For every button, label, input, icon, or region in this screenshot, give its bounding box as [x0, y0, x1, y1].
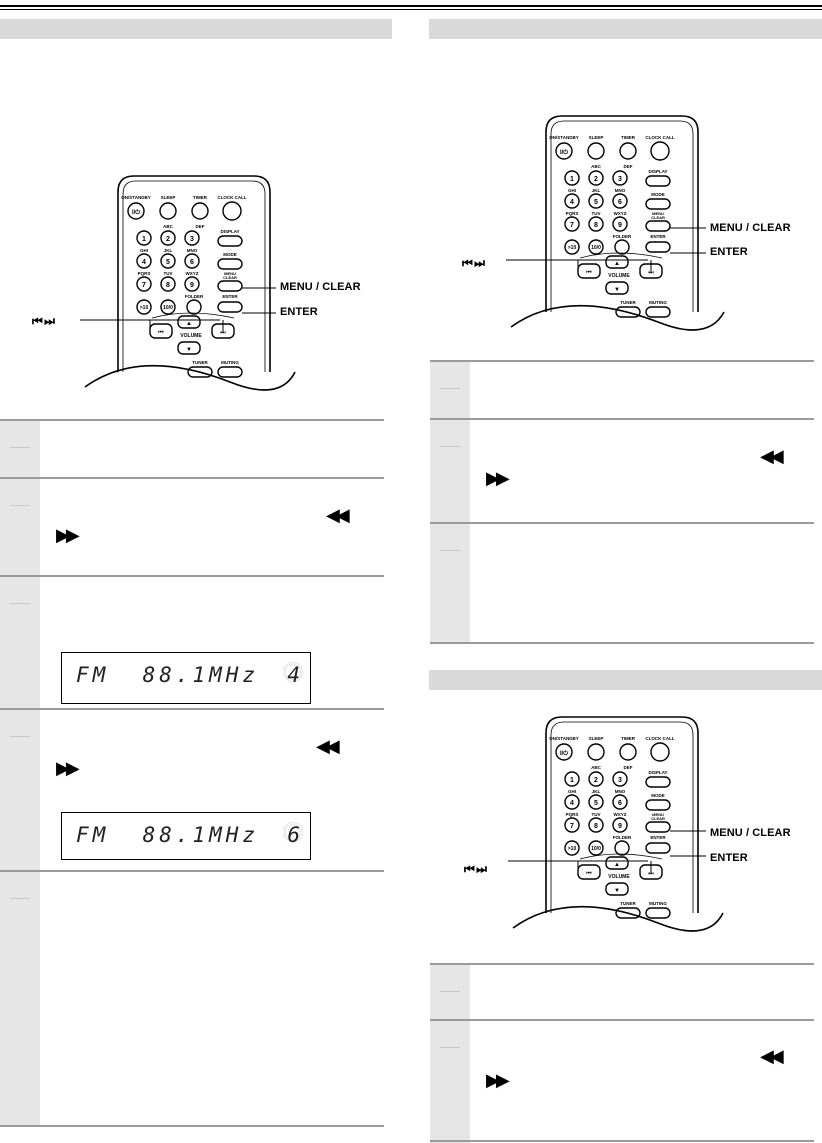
prev-track-icon: ◀◀ — [326, 505, 346, 526]
step-table-bottom-right-bottom — [430, 1140, 814, 1142]
callout-menu-clear-right-bottom: MENU / CLEAR — [710, 827, 791, 839]
step-row-right-3 — [430, 522, 814, 644]
callout-menu-clear-left: MENU / CLEAR — [280, 281, 361, 293]
header-rule — [0, 5, 822, 7]
step-table-bottom-left — [0, 1125, 384, 1127]
lcd-display-preset-6 — [61, 812, 311, 860]
callout-menu-clear-right-top: MENU / CLEAR — [710, 222, 791, 234]
next-track-icon: ▶▶ — [486, 1070, 506, 1091]
lcd-frequency-text: FM 88.1MHz — [76, 823, 260, 847]
prev-track-icon: ◀◀ — [316, 736, 336, 757]
header-rule-thin — [0, 9, 822, 10]
step-row-right-4 — [430, 963, 814, 1019]
next-track-icon: ▶▶ — [486, 468, 506, 489]
section-header-right-top — [429, 19, 822, 39]
step-table-bottom-right-top — [430, 642, 814, 644]
next-track-icon: ▶▶ — [56, 525, 76, 546]
lcd-frequency-text: FM 88.1MHz — [76, 663, 260, 687]
lcd-display-preset-4 — [61, 652, 311, 704]
step-row-left-5 — [0, 870, 384, 1126]
step-row-left-1 — [0, 419, 384, 477]
next-track-icon: ▶▶ — [56, 758, 76, 779]
callout-enter-left: ENTER — [280, 306, 318, 318]
prev-track-icon: ◀◀ — [760, 1046, 780, 1067]
callout-enter-right-top: ENTER — [710, 246, 748, 258]
section-header-right-bottom — [429, 670, 822, 690]
section-header-left — [0, 19, 392, 39]
lcd-preset-number: 4 — [287, 663, 300, 687]
callout-enter-right-bottom: ENTER — [710, 852, 748, 864]
callout-skip-right-bottom: ⏮ ⏭ — [464, 862, 486, 876]
callout-skip-left: ⏮ ⏭ — [32, 314, 54, 328]
step-row-right-1 — [430, 360, 814, 418]
lcd-preset-number: 6 — [287, 823, 300, 847]
callout-skip-right-top: ⏮ ⏭ — [462, 256, 484, 270]
prev-track-icon: ◀◀ — [760, 446, 780, 467]
